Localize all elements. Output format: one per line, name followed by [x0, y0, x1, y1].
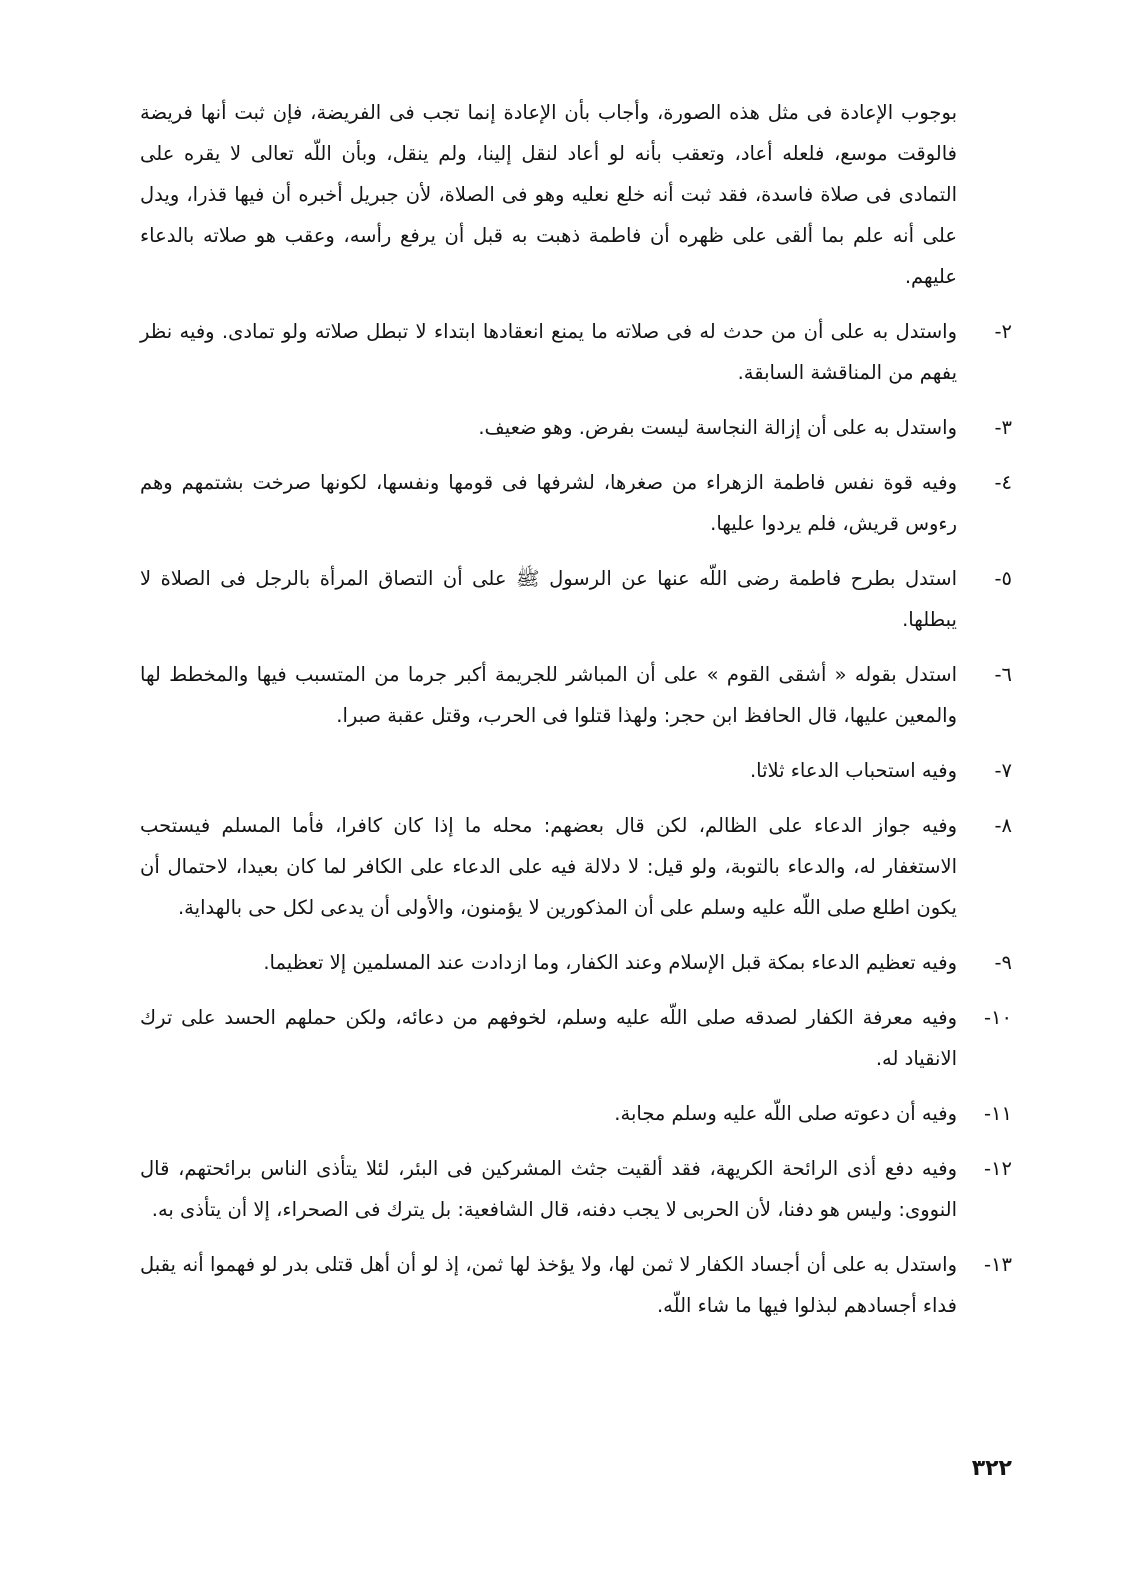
list-item: [140, 750, 1012, 791]
list-item: [140, 1148, 1012, 1230]
item-text: استدل بطرح فاطمة رضى اللّه عنها عن الرسول ﷺ على أن التصاق المرأة بالرجل فى الصلاة لا يبطلها.: [140, 567, 957, 631]
item-number: ٤-: [994, 471, 1012, 494]
item-number: ٧-: [994, 759, 1012, 782]
item-text: وفيه أن دعوته صلى اللّه عليه وسلم مجابة.: [614, 1102, 957, 1125]
item-number: ٨-: [994, 814, 1012, 837]
intro-paragraph: بوجوب الإعادة فى مثل هذه الصورة، وأجاب بأن الإعادة إنما تجب فى الفريضة، فإن ثبت أنها فريضة فالوقت موسع، فلعله أعاد، وتعقب بأنه لو أعاد لنقل إلينا، ولم ينقل، وبأن اللّه تعالى لا يقره على التمادى فى صلاة فاسدة، فقد ثبت أنه خلع نعليه وهو فى الصلاة، لأن جبريل أخبره أن فيها قذرا، ويدل على أنه علم بما ألقى على ظهره أن فاطمة ذهبت به قبل أن يرفع رأسه، وعقب هو صلاته بالدعاء عليهم.: [140, 101, 957, 288]
item-text: واستدل به على أن أجساد الكفار لا ثمن لها، ولا يؤخذ لها ثمن، إذ لو أن أهل قتلى بدر لو فهموا أنه يقبل فداء أجسادهم لبذلوا فيها ما شاء اللّه.: [140, 1253, 957, 1317]
list-item: [140, 1093, 1012, 1134]
item-text: استدل بقوله « أشقى القوم » على أن المباشر للجريمة أكبر جرما من المتسبب فيها والمخطط لها والمعين عليها، قال الحافظ ابن حجر: ولهذا قتلوا فى الحرب، وقتل عقبة صبرا.: [140, 663, 957, 727]
list-item: [140, 942, 1012, 983]
list-item: [140, 805, 1012, 928]
list-item: [140, 407, 1012, 448]
item-text: وفيه تعظيم الدعاء بمكة قبل الإسلام وعند الكفار، وما ازدادت عند المسلمين إلا تعظيما.: [263, 951, 957, 974]
item-text: وفيه قوة نفس فاطمة الزهراء من صغرها، لشرفها فى قومها ونفسها، لكونها صرخت بشتمهم وهم رءوس قريش، فلم يردوا عليها.: [140, 471, 957, 535]
item-number: ١٢-: [984, 1157, 1012, 1180]
item-number: ٣-: [994, 416, 1012, 439]
item-number: ٦-: [994, 663, 1012, 686]
item-text: وفيه استحباب الدعاء ثلاثا.: [749, 759, 957, 782]
list-item: [140, 654, 1012, 736]
item-text: واستدل به على أن من حدث له فى صلاته ما يمنع انعقادها ابتداء لا تبطل صلاته ولو تمادى. وفيه نظر يفهم من المناقشة السابقة.: [140, 320, 957, 384]
item-text: وفيه معرفة الكفار لصدقه صلى اللّه عليه وسلم، لخوفهم من دعائه، ولكن حملهم الحسد على ترك الانقياد له.: [140, 1006, 957, 1070]
item-number: ١٠-: [984, 1006, 1012, 1029]
item-number: ٩-: [994, 951, 1012, 974]
item-text: وفيه جواز الدعاء على الظالم، لكن قال بعضهم: محله ما إذا كان كافرا، فأما المسلم فيستحب الاستغفار له، والدعاء بالتوبة، ولو قيل: لا دلالة فيه على الدعاء على الكافر لما كان بعيدا، لاحتمال أن يكون اطلع صلى اللّه عليه وسلم على أن المذكورين لا يؤمنون، والأولى أن يدعى لكل حى بالهداية.: [140, 814, 957, 919]
list-item: [140, 311, 1012, 393]
item-number: ١٣-: [984, 1253, 1012, 1276]
list-item: [140, 558, 1012, 640]
list-item: [140, 997, 1012, 1079]
item-number: ١١-: [984, 1102, 1012, 1125]
text-block: [140, 92, 1012, 1340]
item-number: ٢-: [994, 320, 1012, 343]
item-text: واستدل به على أن إزالة النجاسة ليست بفرض. وهو ضعيف.: [478, 416, 957, 439]
item-number: ٥-: [994, 567, 1012, 590]
page-number: ٣٢٢: [971, 1456, 1012, 1481]
item-text: وفيه دفع أذى الرائحة الكريهة، فقد ألقيت جثث المشركين فى البئر، لئلا يتأذى الناس برائحتهم، قال النووى: وليس هو دفنا، لأن الحربى لا يجب دفنه، قال الشافعية: بل يترك فى الصحراء، إلا أن يتأذى به.: [140, 1157, 957, 1221]
list-item: [140, 462, 1012, 544]
list-item: [140, 1244, 1012, 1326]
